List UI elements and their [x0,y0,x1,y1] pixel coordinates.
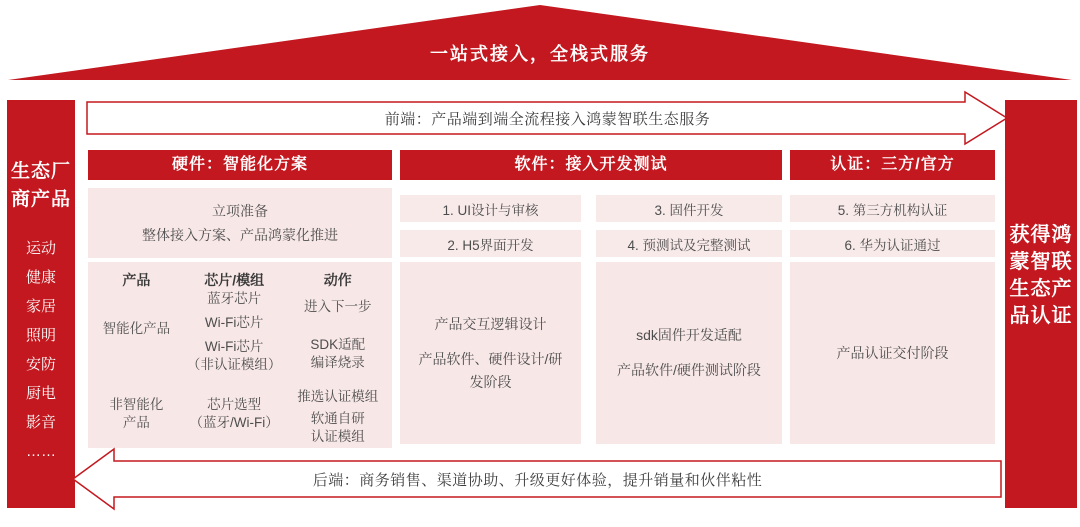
chip-cell: Wi-Fi芯片 [204,315,264,330]
roof-banner [0,0,1080,88]
certification-header: 认证：三方/官方 [790,150,995,180]
software-step-3: 3. 固件开发 [596,195,782,222]
action-cell: SDK适配 编译烧录 [310,337,366,370]
software-step-2: 2. H5界面开发 [400,230,581,257]
roof-title: 一站式接入，全栈式服务 [430,44,650,64]
left-bar-item: 健康 [25,269,56,286]
hardware-header: 硬件：智能化方案 [88,150,392,180]
product-cell: 智能化产品 [102,321,171,336]
left-bar-item-list [7,234,75,466]
software-subcolumn-right [596,195,782,444]
action-cell: 软通自研 认证模组 [310,411,365,444]
certification-step-6: 6. 华为认证通过 [790,230,995,257]
column-hardware [88,150,392,448]
top-arrow-label: 前端：产品端到端全流程接入鸿蒙智联生态服务 [384,110,711,128]
software-step-4: 4. 预测试及完整测试 [596,230,782,257]
column-certification [790,150,995,444]
left-bar-item: 照明 [25,327,56,344]
table-column-chip-module [179,270,290,442]
table-column-action [290,270,386,442]
product-cell: 非智能化 产品 [109,397,164,430]
table-column-product [94,270,179,442]
left-bar-item: 安防 [25,356,56,373]
column-header-action: 动作 [323,272,352,288]
certification-stage-box: 产品认证交付阶段 [790,262,995,444]
column-header-chip-module: 芯片/模组 [204,272,265,288]
software-stage-test: sdk固件开发适配 产品软件/硬件测试阶段 [596,262,782,444]
chip-cell: 蓝牙芯片 [207,291,262,306]
software-stage-design: 产品交互逻辑设计 产品软件、硬件设计/研发阶段 [400,262,581,444]
action-cell: 进入下一步 [304,299,372,314]
certification-rows [790,195,995,444]
right-sidebar-certification-result [1005,100,1077,508]
left-bar-item: …… [26,443,56,460]
chip-cell: 芯片选型 （蓝牙/Wi-Fi） [189,397,279,430]
left-bar-title: 生态厂 商产品 [10,161,71,210]
hardware-intro-line1: 立项准备 [212,203,268,219]
bottom-flow-arrow [70,446,1005,512]
column-software [400,150,782,444]
left-bar-item: 运动 [25,240,56,257]
bottom-arrow-label: 后端：商务销售、渠道协助、升级更好体验，提升销量和伙伴粘性 [312,471,763,489]
chip-cell: Wi-Fi芯片 （非认证模组） [186,339,282,372]
left-sidebar-ecosystem-products [7,100,75,508]
top-flow-arrow [85,90,1010,146]
column-header-product: 产品 [122,272,151,288]
left-bar-item: 家居 [25,298,56,315]
action-cell: 推选认证模组 [297,389,379,404]
software-step-1: 1. UI设计与审核 [400,195,581,222]
software-header: 软件：接入开发测试 [400,150,782,180]
hardware-intro-box [88,188,392,258]
certification-step-5: 5. 第三方机构认证 [790,195,995,222]
hardware-table [88,262,392,448]
software-subcolumn-left [400,195,581,444]
software-grid [400,195,782,444]
hardware-intro-line2: 整体接入方案、产品鸿蒙化推进 [142,227,338,243]
left-bar-item: 影音 [25,414,56,431]
right-bar-title: 获得鸿 蒙智联 生态产 品认证 [1009,224,1073,327]
left-bar-item: 厨电 [25,385,56,402]
